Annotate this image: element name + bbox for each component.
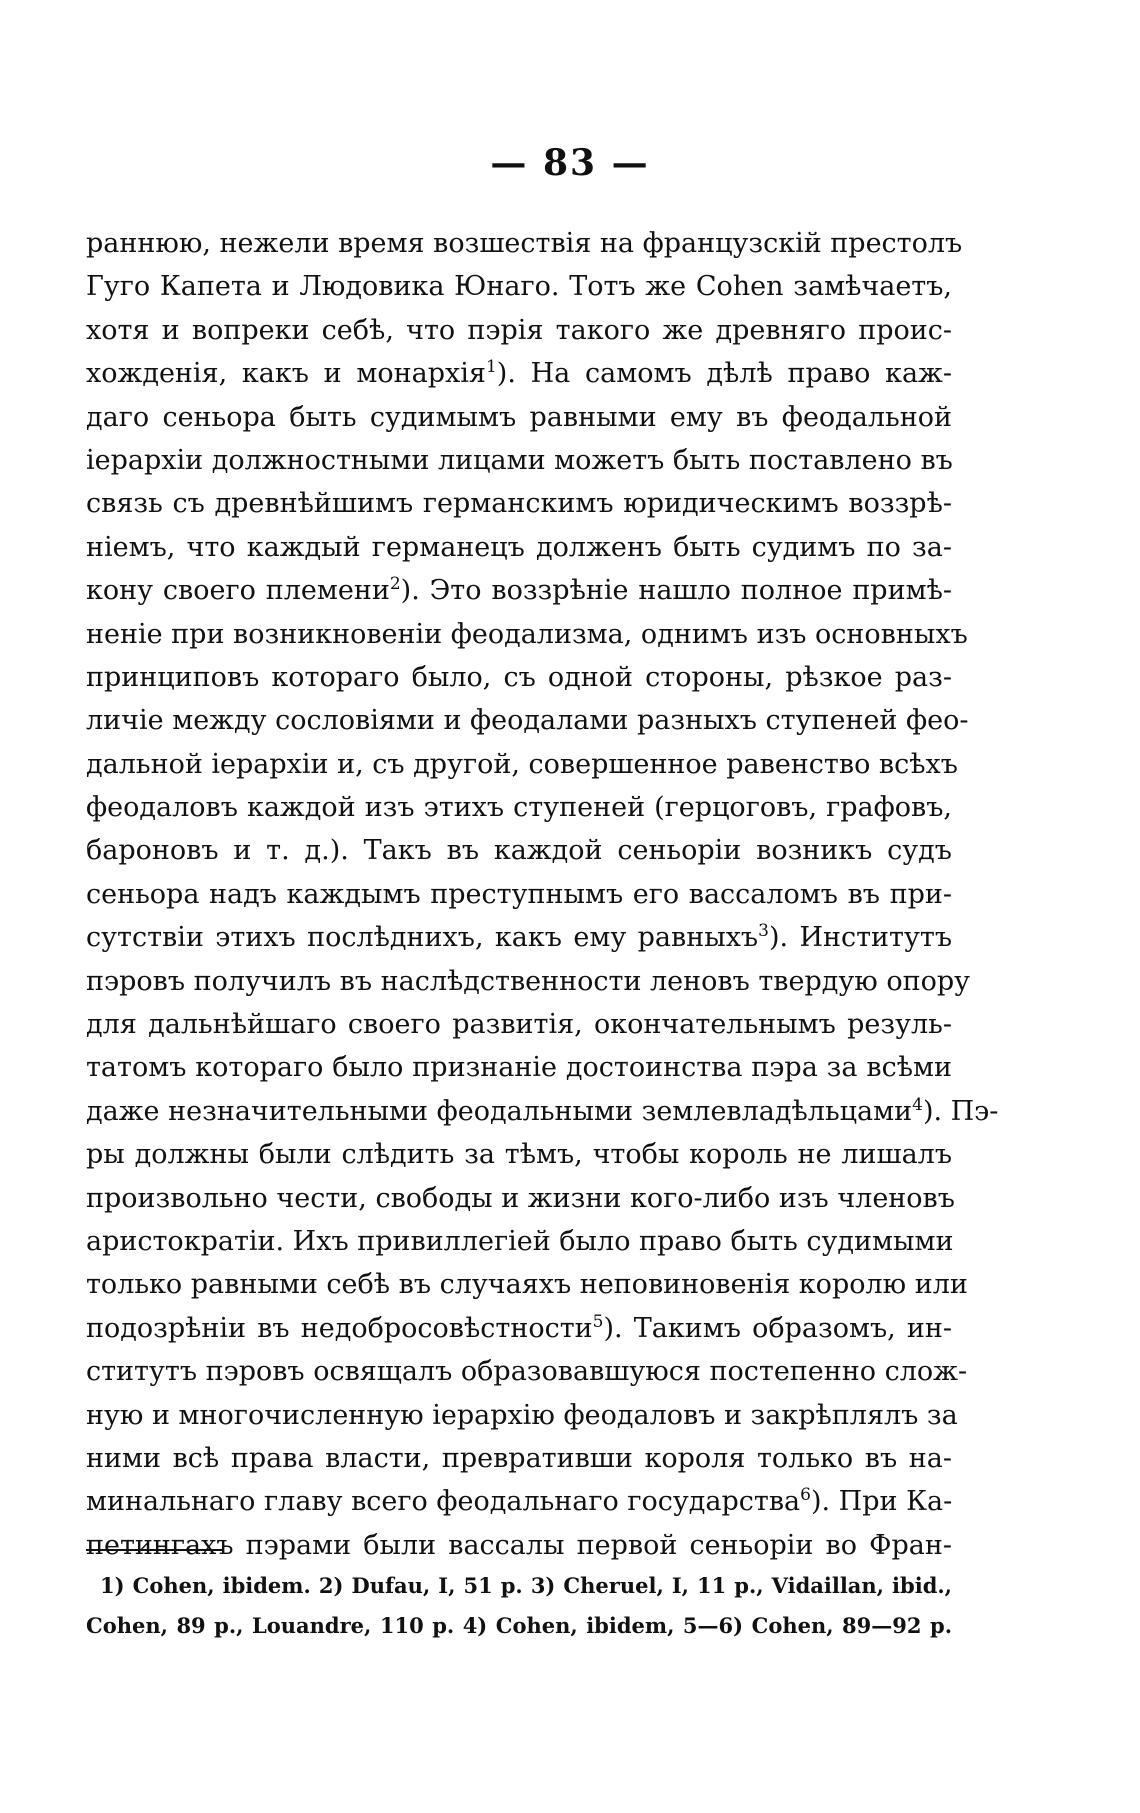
text-line	[86, 1133, 952, 1176]
text-line	[86, 439, 952, 482]
text-line	[86, 222, 963, 265]
text-line	[86, 829, 952, 872]
text-line	[86, 1350, 968, 1393]
text-line	[86, 1263, 968, 1306]
line-text: сутствіи этихъ послѣднихъ, какъ ему равныхъ	[86, 922, 759, 954]
text-line	[86, 656, 952, 699]
text-line	[86, 569, 952, 612]
footnote-ref: 6	[800, 1485, 811, 1506]
line-text: ную и многочисленную іерархію феодаловъ и закрѣплялъ за	[86, 1399, 958, 1431]
text-line	[86, 1394, 958, 1437]
line-text: подозрѣніи въ недобросовѣстности	[86, 1312, 593, 1344]
line-text-tail: ). При Ка-	[810, 1486, 953, 1518]
line-text: только равными себѣ въ случаяхъ неповиновенія королю или	[86, 1269, 968, 1301]
line-text: хотя и вопреки себѣ, что пэрія такого же древняго проис-	[86, 314, 952, 346]
footnote-ref: 3	[758, 921, 769, 942]
line-text: петингахъ пэрами были вассалы первой сеньоріи во Фран-	[86, 1529, 952, 1561]
line-text-tail: ). Это воззрѣніе нашло полное примѣ-	[400, 575, 952, 607]
line-text: принциповъ котораго было, съ одной стороны, рѣзкое раз-	[86, 661, 952, 693]
line-text-tail: ). Такимъ образомъ, ин-	[603, 1312, 952, 1344]
text-line	[86, 526, 952, 569]
line-text: раннюю, нежели время возшествія на французскій престолъ	[86, 228, 963, 259]
line-text: бароновъ и т. д.). Такъ въ каждой сеньоріи возникъ судъ	[86, 835, 952, 867]
text-line	[86, 613, 968, 656]
footnote-ref: 2	[389, 574, 401, 595]
text-line	[86, 916, 952, 959]
footnotes	[86, 1566, 952, 1646]
footnote-divider	[86, 1549, 222, 1551]
text-line	[86, 699, 969, 742]
line-text-tail: ). Пэ-	[922, 1095, 999, 1127]
line-text: ніемъ, что каждый германецъ долженъ быть судимъ по за-	[86, 531, 952, 563]
text-line	[86, 396, 952, 439]
text-line	[86, 1220, 952, 1263]
text-line	[86, 352, 952, 395]
text-line	[86, 960, 971, 1003]
footnote-line: Cohen, 89 p., Louandre, 110 p. 4) Cohen, ibidem, 5—6) Cohen, 89—92 p.	[86, 1613, 952, 1638]
text-line	[86, 1437, 952, 1480]
text-line	[86, 265, 952, 308]
line-text: татомъ котораго было признаніе достоинства пэра за всѣми	[86, 1052, 952, 1084]
line-text: хожденія, какъ и монархія	[86, 358, 486, 390]
text-line	[86, 1003, 952, 1046]
line-text: даже незначительными феодальными землевладѣльцами	[86, 1095, 913, 1127]
line-text: пэровъ получилъ въ наслѣдственности леновъ твердую опору	[86, 965, 971, 997]
line-text: іерархіи должностными лицами можетъ быть поставлено въ	[86, 444, 953, 476]
text-line	[86, 1524, 952, 1567]
line-text: минальнаго главу всего феодальнаго государства	[86, 1486, 801, 1518]
text-line	[86, 786, 952, 829]
footnote-ref: 1	[485, 357, 497, 378]
line-text: ститутъ пэровъ освящалъ образовавшуюся постепенно слож-	[86, 1356, 968, 1388]
line-text: даго сеньора быть судимымъ равными ему въ феодальной	[86, 401, 952, 433]
line-text: неніе при возникновеніи феодализма, однимъ изъ основныхъ	[86, 618, 968, 650]
line-text: аристократіи. Ихъ привиллегіей было право быть судимыми	[86, 1225, 954, 1257]
line-text: личіе между сословіями и феодалами разныхъ ступеней фео-	[86, 705, 969, 737]
text-line	[86, 309, 952, 352]
text-line	[86, 873, 952, 916]
line-text-tail: ). Институтъ	[768, 922, 952, 954]
line-text: сеньора надъ каждымъ преступнымъ его вассаломъ въ при-	[86, 878, 952, 910]
footnote-ref: 5	[592, 1311, 604, 1332]
body-text	[86, 222, 999, 1567]
text-line	[86, 1046, 952, 1089]
line-text: для дальнѣйшаго своего развитія, окончательнымъ резуль-	[86, 1009, 952, 1041]
line-text: кону своего племени	[86, 575, 390, 607]
text-line	[86, 1090, 999, 1133]
text-line	[86, 1480, 952, 1523]
text-line	[86, 482, 952, 525]
text-line	[86, 743, 958, 786]
line-text: ними всѣ права власти, превративши короля только въ на-	[86, 1442, 952, 1474]
line-text: феодаловъ каждой изъ этихъ ступеней (герцоговъ, графовъ,	[86, 792, 952, 824]
text-line	[86, 1177, 955, 1220]
line-text: ры должны были слѣдить за тѣмъ, чтобы король не лишалъ	[86, 1139, 952, 1171]
line-text: произвольно чести, свободы и жизни кого-либо изъ членовъ	[86, 1182, 955, 1214]
footnote-ref: 4	[912, 1094, 923, 1115]
line-text-tail: ). На самомъ дѣлѣ право каж-	[496, 358, 953, 390]
footnote-line: 1) Cohen, ibidem. 2) Dufau, I, 51 p. 3) Cheruel, I, 11 p., Vidaillan, ibid.,	[100, 1573, 952, 1598]
line-text: Гуго Капета и Людовика Юнаго. Тотъ же Cohen замѣчаетъ,	[86, 271, 952, 303]
line-text: связь съ древнѣйшимъ германскимъ юридическимъ воззрѣ-	[86, 488, 952, 520]
line-text: дальной іерархіи и, съ другой, совершенное равенство всѣхъ	[86, 748, 958, 780]
text-line	[86, 1307, 952, 1350]
page-number: — 83 —	[490, 142, 650, 184]
